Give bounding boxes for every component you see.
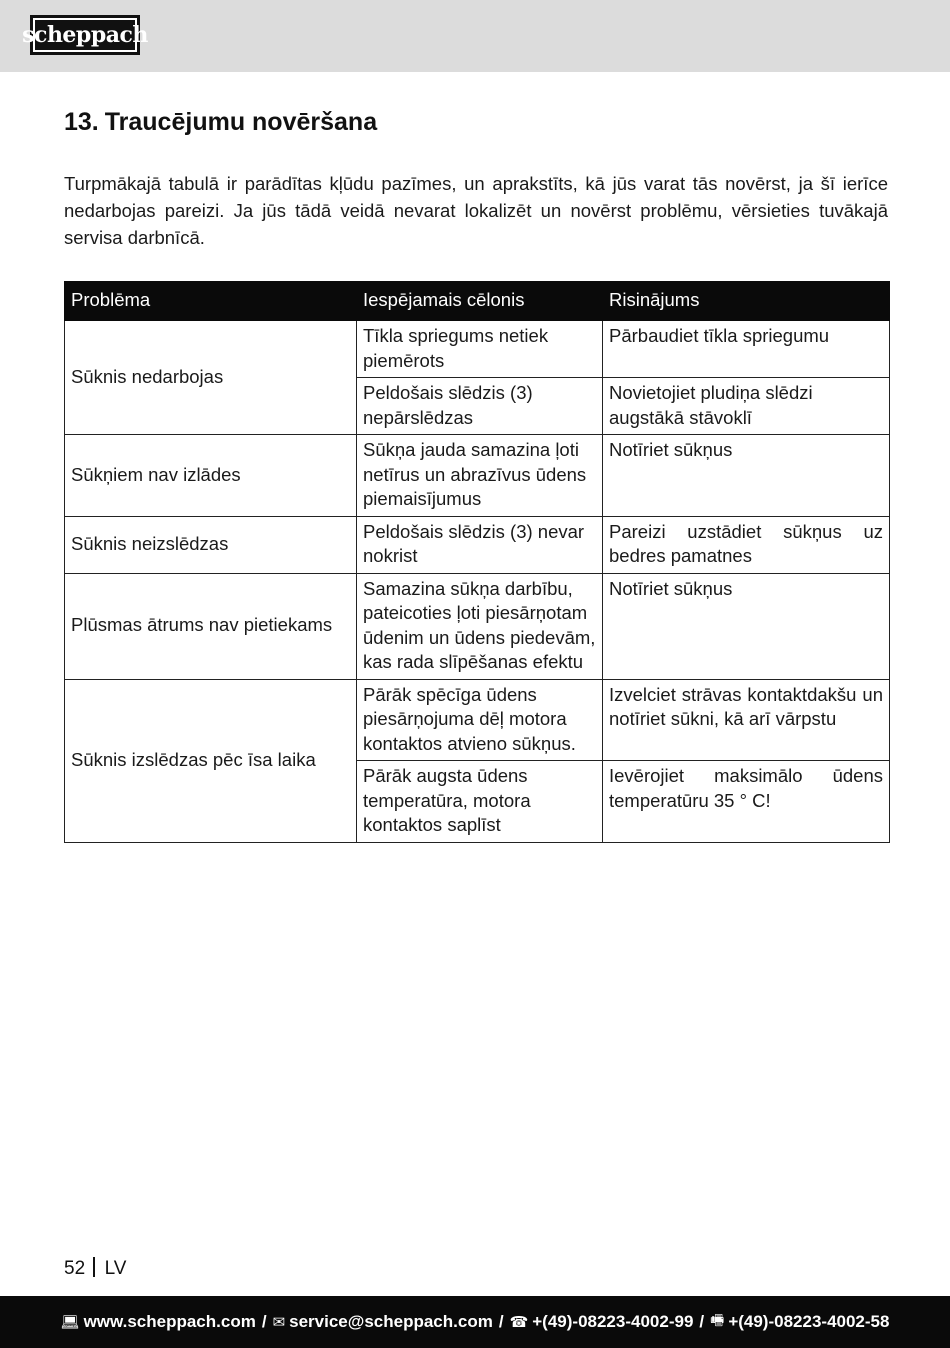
footer-separator: / — [261, 1312, 267, 1331]
table-row — [65, 435, 890, 517]
header-problem: Problēma — [65, 282, 357, 321]
page-number-value: 52 — [64, 1258, 86, 1279]
problem-cell: Sūknis izslēdzas pēc īsa laika — [65, 679, 357, 842]
intro-paragraph: Turpmākajā tabulā ir parādītas kļūdu pazīmes, un aprakstīts, kā jūs varat tās novērst, ja šī ierīce nedarbojas pareizi. Ja jūs tādā veidā nevarat lokalizēt un novērst problēmu, vērsieties tuvākajā servisa darbnīcā. — [64, 173, 888, 248]
cause-cell: Sūkņa jauda samazina ļoti netīrus un abrazīvus ūdens piemaisījumus — [357, 435, 603, 517]
cause-cell: Pārāk spēcīga ūdens piesārņojuma dēļ motora kontaktos atvieno sūkņus. — [357, 679, 603, 761]
cause-cell: Tīkla spriegums netiek piemērots — [357, 321, 603, 378]
footer-separator: / — [498, 1312, 504, 1331]
section-title-text: Traucējumu novēršana — [104, 108, 378, 136]
footer-website[interactable]: www.scheppach.com — [83, 1312, 256, 1331]
solution-cell: Notīriet sūkņus — [603, 435, 890, 517]
envelope-icon: ✉ — [272, 1313, 286, 1331]
problem-cell: Sūknis neizslēdzas — [65, 516, 357, 573]
solution-cell: Ievērojiet maksimālo ūdens temperatūru 35 ° C! — [603, 761, 890, 843]
troubleshooting-table — [64, 281, 890, 843]
problem-cell: Sūknis nedarbojas — [65, 321, 357, 435]
solution-cell: Izvelciet strāvas kontaktdakšu un notīriet sūkni, kā arī vārpstu — [603, 679, 890, 761]
solution-cell: Novietojiet pludiņa slēdzi augstākā stāvoklī — [603, 378, 890, 435]
footer-phone: +(49)-08223-4002-99 — [532, 1312, 694, 1331]
footer-fax: +(49)-08223-4002-58 — [728, 1312, 890, 1331]
footer-contact-bar — [0, 1296, 950, 1348]
page-number — [64, 1257, 126, 1280]
table-header-row — [65, 282, 890, 321]
solution-cell: Pareizi uzstādiet sūkņus uz bedres pamatnes — [603, 516, 890, 573]
scheppach-logo: scheppach — [30, 15, 140, 55]
header-solution: Risinājums — [603, 282, 890, 321]
laptop-icon: 💻︎ — [60, 1313, 80, 1331]
problem-cell: Sūkņiem nav izlādes — [65, 435, 357, 517]
fax-icon: 🖷︎ — [710, 1310, 725, 1329]
header-cause: Iespējamais cēlonis — [357, 282, 603, 321]
header-band — [0, 0, 950, 72]
footer-email[interactable]: service@scheppach.com — [289, 1312, 493, 1331]
table-row — [65, 573, 890, 679]
cause-cell: Peldošais slēdzis (3) nepārslēdzas — [357, 378, 603, 435]
cause-cell: Pārāk augsta ūdens temperatūra, motora kontaktos saplīst — [357, 761, 603, 843]
table-row — [65, 321, 890, 378]
section-title — [64, 108, 377, 137]
table-row — [65, 516, 890, 573]
section-number: 13. — [64, 108, 99, 136]
cause-cell: Samazina sūkņa darbību, pateicoties ļoti piesārņotam ūdenim un ūdens piedevām, kas rada slīpēšanas efektu — [357, 573, 603, 679]
phone-icon: ☎ — [509, 1313, 529, 1331]
footer-separator: / — [699, 1312, 705, 1331]
page-language: LV — [104, 1258, 127, 1279]
cause-cell: Peldošais slēdzis (3) nevar nokrist — [357, 516, 603, 573]
solution-cell: Pārbaudiet tīkla spriegumu — [603, 321, 890, 378]
solution-cell: Notīriet sūkņus — [603, 573, 890, 679]
page-divider — [93, 1257, 95, 1277]
table-row — [65, 679, 890, 761]
problem-cell: Plūsmas ātrums nav pietiekams — [65, 573, 357, 679]
